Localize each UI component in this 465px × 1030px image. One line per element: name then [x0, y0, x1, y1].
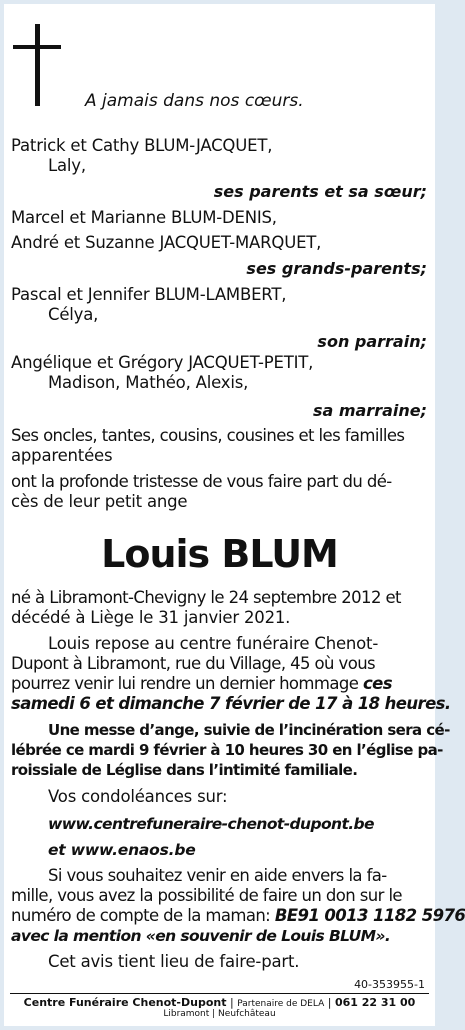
deceased-name: Louis BLUM — [101, 532, 338, 576]
partner-label: Partenaire de DELA — [237, 999, 325, 1009]
body-line: pourrez venir lui rendre un dernier hommage ces — [11, 674, 392, 693]
family-line: Patrick et Cathy BLUM-JACQUET, — [11, 136, 273, 155]
condolence-website-link[interactable]: et www.enaos.be — [48, 841, 196, 859]
relation-label: sa marraine; — [312, 401, 427, 420]
footer-divider — [10, 993, 429, 994]
condolence-website-link[interactable]: www.centrefuneraire-chenot-dupont.be — [48, 815, 374, 833]
mass-line: lébrée ce mardi 9 février à 10 heures 30 en l’église pa- — [11, 741, 443, 759]
mass-line: Une messe d’ange, suivie de l’incinération sera cé- — [48, 721, 450, 739]
body-line: décédé à Liège le 31 janvier 2021. — [11, 608, 291, 627]
relation-label: ses grands-parents; — [246, 259, 427, 278]
cross-icon-bar — [13, 45, 61, 49]
footer-company-line — [4, 996, 435, 1009]
footer-locations: Libramont | Neufchâteau — [163, 1009, 276, 1019]
family-line: Angélique et Grégory JACQUET-PETIT, — [11, 353, 314, 372]
family-line: Madison, Mathéo, Alexis, — [48, 373, 249, 392]
body-line: Louis repose au centre funéraire Chenot- — [48, 634, 379, 653]
reference-number: 40-353955-1 — [354, 978, 425, 991]
family-line: Ses oncles, tantes, cousins, cousines et les familles — [11, 426, 405, 445]
phone-number: 061 22 31 00 — [334, 996, 416, 1009]
announcement-line: ont la profonde tristesse de vous faire part du dé- — [11, 472, 392, 491]
mass-line: roissiale de Léglise dans l’intimité familiale. — [11, 761, 358, 779]
condolences-label: Vos condoléances sur: — [48, 787, 228, 806]
family-line: Marcel et Marianne BLUM-DENIS, — [11, 208, 277, 227]
closing-line: Cet avis tient lieu de faire-part. — [48, 952, 300, 971]
separator: | — [229, 996, 234, 1009]
body-line: mille, vous avez la possibilité de faire un don sur le — [11, 886, 402, 905]
relation-label: son parrain; — [317, 332, 427, 351]
family-line: Célya, — [48, 305, 99, 324]
cross-icon — [35, 24, 40, 106]
body-line: Si vous souhaitez venir en aide envers la fa- — [48, 866, 387, 885]
family-line: André et Suzanne JACQUET-MARQUET, — [11, 233, 322, 252]
visitation-hours: samedi 6 et dimanche 7 février de 17 à 18 heures. — [11, 694, 451, 713]
family-line: apparentées — [11, 446, 113, 465]
body-line: Dupont à Libramont, rue du Village, 45 où vous — [11, 654, 376, 673]
motto: A jamais dans nos cœurs. — [85, 91, 304, 111]
donation-mention: avec la mention «en souvenir de Louis BLUM». — [11, 927, 391, 945]
body-line: numéro de compte de la maman: BE91 0013 1182 5976 — [11, 906, 465, 925]
family-line: Laly, — [48, 156, 86, 175]
body-line: né à Libramont-Chevigny le 24 septembre 2012 et — [11, 588, 401, 607]
announcement-line: cès de leur petit ange — [11, 492, 188, 511]
separator: | — [327, 996, 332, 1009]
relation-label: ses parents et sa sœur; — [213, 182, 427, 201]
obituary-notice — [4, 4, 465, 1026]
family-line: Pascal et Jennifer BLUM-LAMBERT, — [11, 285, 287, 304]
company-name: Centre Funéraire Chenot-Dupont — [23, 996, 227, 1009]
